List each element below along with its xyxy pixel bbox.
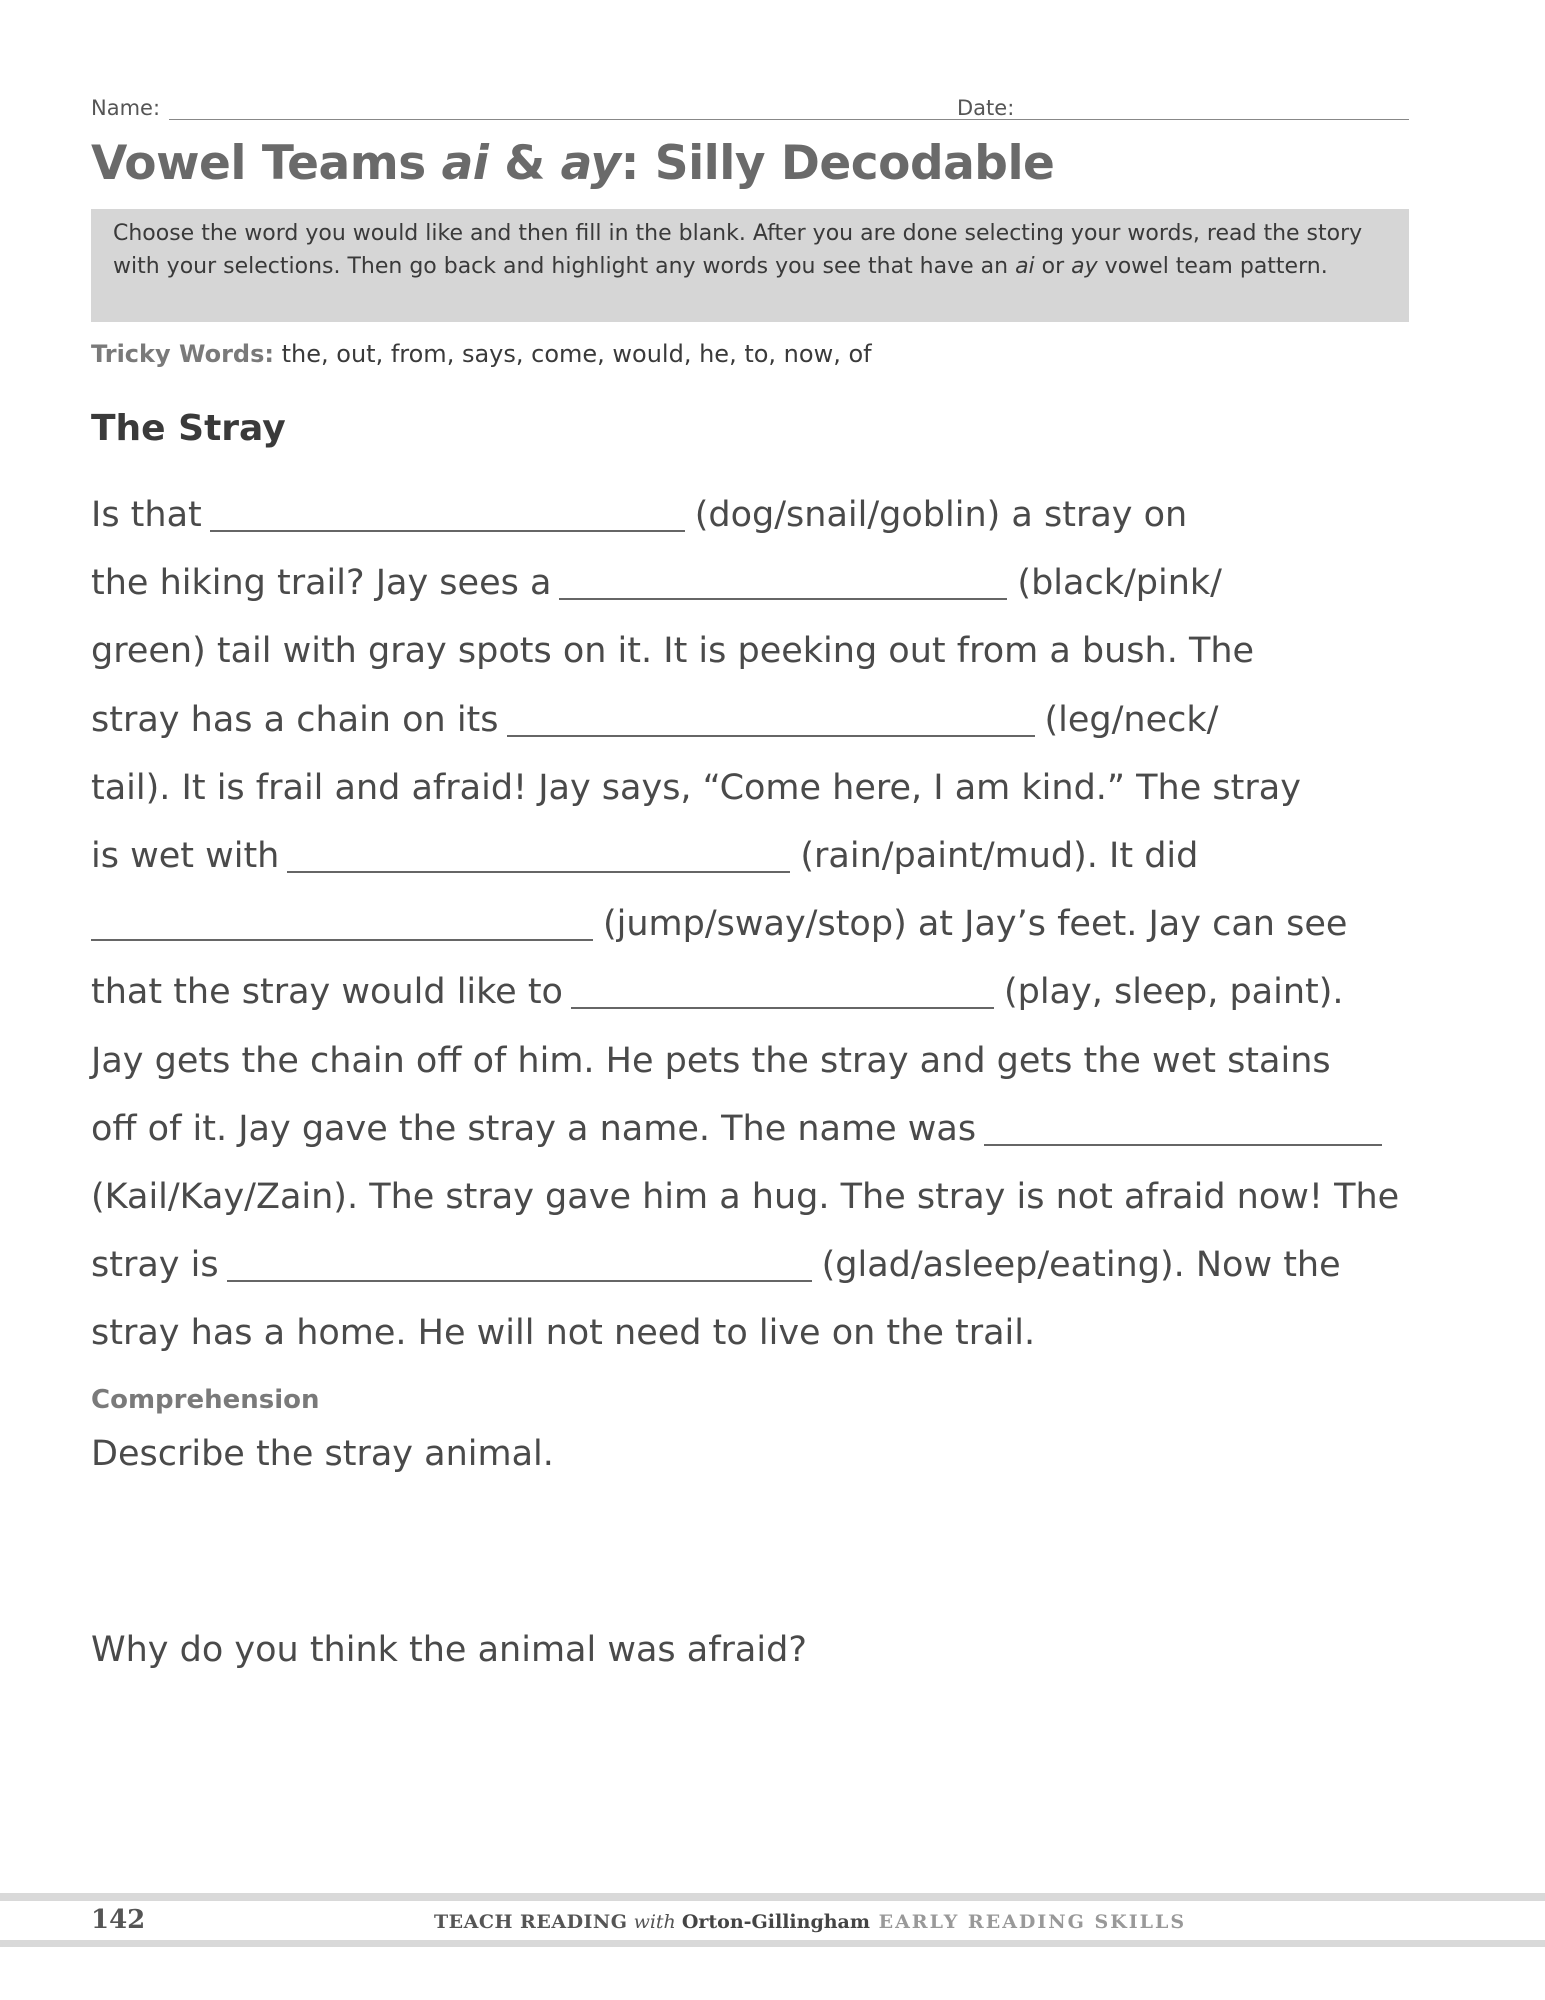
- story-text: stray is: [91, 1245, 219, 1286]
- story-line: [91, 1299, 1421, 1367]
- story-text: Is that: [91, 495, 202, 535]
- story-line: [91, 958, 1421, 1026]
- fill-blank[interactable]: [210, 529, 685, 532]
- story-text: stray has a chain on its: [91, 699, 499, 740]
- book-series: EARLY READING SKILLS: [869, 1911, 1187, 1933]
- book-title-main: TEACH READING: [434, 1911, 628, 1933]
- page-footer: [0, 1903, 1545, 1939]
- story-body: [91, 481, 1421, 1367]
- story-line: [91, 890, 1421, 958]
- story-line: [91, 549, 1421, 617]
- word-choices: (glad/asleep/eating). Now the: [821, 1245, 1341, 1286]
- story-text: that the stray would like to: [91, 972, 563, 1013]
- fill-blank[interactable]: [227, 1279, 812, 1282]
- footer-band-bottom: [0, 1940, 1545, 1947]
- story-line: [91, 481, 1421, 549]
- story-line: [91, 617, 1421, 685]
- date-label: Date:: [957, 96, 1015, 120]
- story-text: tail). It is frail and afraid! Jay says, “Come here, I am kind.” The stray: [91, 767, 1301, 808]
- title-team-ay: ay: [560, 136, 621, 191]
- story-text: stray has a home. He will not need to live on the trail.: [91, 1313, 1036, 1354]
- name-label: Name:: [91, 96, 161, 120]
- word-choices: (rain/paint/mud). It did: [800, 835, 1199, 876]
- fill-blank[interactable]: [571, 1006, 994, 1009]
- comprehension-question-2: Why do you think the animal was afraid?: [91, 1630, 807, 1670]
- book-title-with: with: [627, 1911, 682, 1933]
- book-title-og: Orton-Gillingham: [681, 1911, 870, 1933]
- word-choices: (play, sleep, paint).: [1003, 972, 1344, 1013]
- footer-band-top: [0, 1893, 1545, 1901]
- instructions-box: [91, 209, 1409, 322]
- fill-blank[interactable]: [984, 1143, 1382, 1146]
- instructions-end: vowel team pattern.: [1097, 254, 1328, 279]
- fill-blank[interactable]: [559, 597, 1007, 600]
- fill-blank[interactable]: [287, 870, 790, 873]
- story-title: The Stray: [91, 408, 286, 449]
- instructions-text: Choose the word you would like and then fill in the blank. After you are done selecting your words, read the story with your selections. Then go back and highlight any words you see that have an: [113, 221, 1363, 279]
- name-date-row: [91, 96, 1409, 124]
- title-amp: &: [488, 136, 561, 191]
- page-number: 142: [91, 1905, 146, 1935]
- story-line: [91, 822, 1421, 890]
- word-choices: (black/pink/: [1017, 563, 1222, 604]
- title-suffix: : Silly Decodable: [620, 136, 1055, 191]
- fill-blank[interactable]: [91, 938, 593, 941]
- story-line: [91, 686, 1421, 754]
- worksheet-title: [91, 136, 1054, 191]
- story-text: (Kail/Kay/Zain). The stray gave him a hug. The stray is not afraid now! The: [91, 1176, 1400, 1217]
- name-field[interactable]: [169, 119, 1026, 120]
- comprehension-label: Comprehension: [91, 1385, 320, 1415]
- story-text: off of it. Jay gave the stray a name. The name was: [91, 1108, 977, 1149]
- story-line: [91, 754, 1421, 822]
- story-text: is wet with: [91, 835, 280, 876]
- story-line: [91, 1163, 1421, 1231]
- title-team-ai: ai: [441, 136, 489, 191]
- date-field[interactable]: [1023, 119, 1409, 120]
- word-choices: (jump/sway/stop) at Jay’s feet. Jay can see: [603, 904, 1348, 945]
- title-prefix: Vowel Teams: [91, 136, 442, 191]
- instructions-or: or: [1034, 254, 1072, 279]
- word-choices: (dog/snail/goblin) a stray on: [694, 495, 1188, 535]
- instructions-team-ai: ai: [1015, 254, 1035, 279]
- tricky-words: [91, 340, 872, 368]
- story-text: green) tail with gray spots on it. It is peeking out from a bush. The: [91, 631, 1255, 672]
- story-text: the hiking trail? Jay sees a: [91, 563, 552, 604]
- comprehension-question-1: Describe the stray animal.: [91, 1434, 554, 1474]
- fill-blank[interactable]: [507, 734, 1035, 737]
- tricky-words-list: the, out, from, says, come, would, he, to, now, of: [274, 340, 872, 368]
- instructions-team-ay: ay: [1071, 254, 1098, 279]
- story-line: [91, 1231, 1421, 1299]
- story-line: [91, 1095, 1421, 1163]
- tricky-words-label: Tricky Words:: [91, 340, 274, 368]
- story-line: [91, 1027, 1421, 1095]
- book-title: [434, 1911, 1186, 1933]
- story-text: Jay gets the chain off of him. He pets the stray and gets the wet stains: [91, 1040, 1331, 1081]
- word-choices: (leg/neck/: [1044, 699, 1219, 740]
